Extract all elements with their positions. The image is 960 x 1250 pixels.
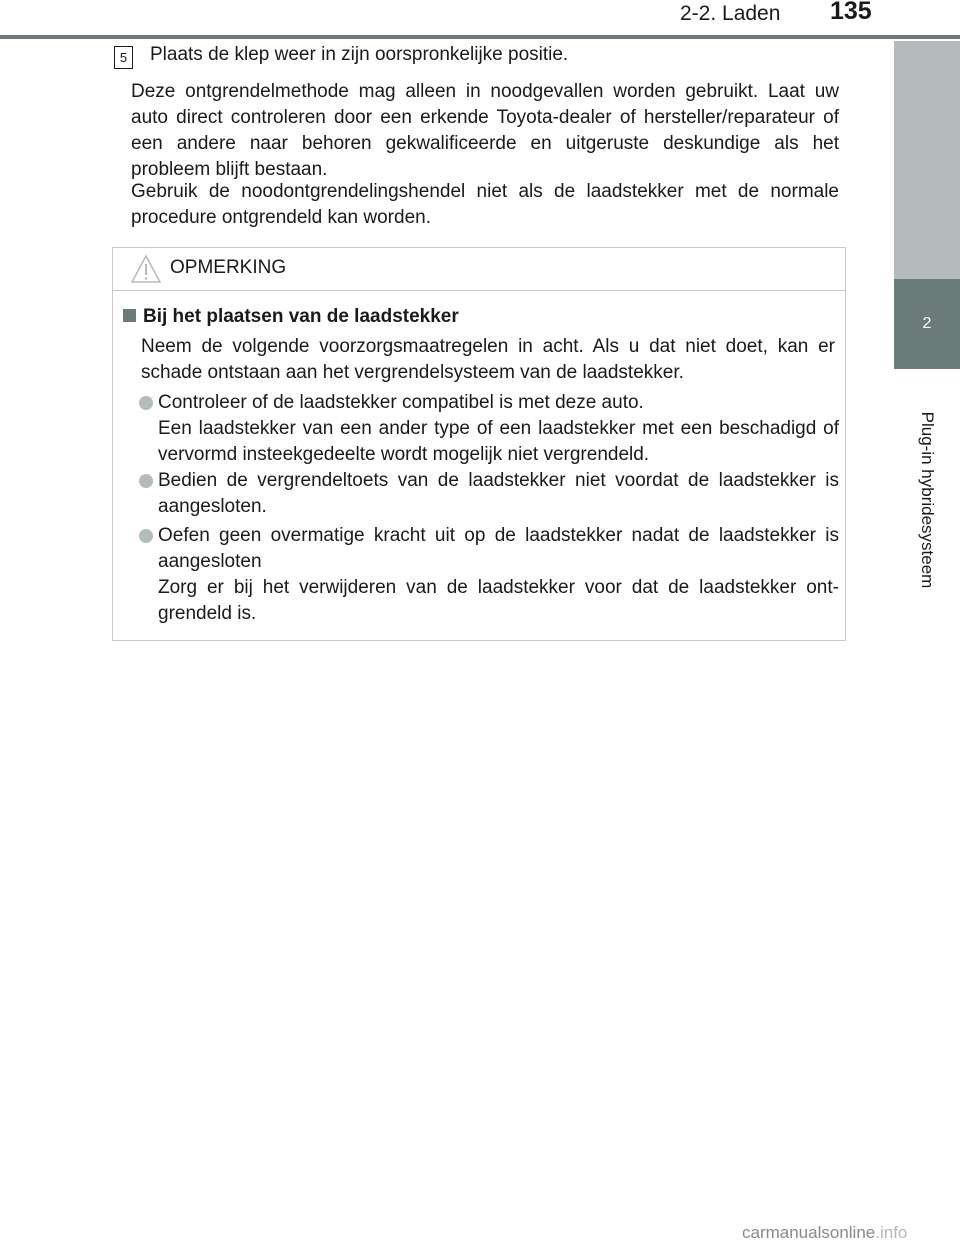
paragraph-normal-procedure: Gebruik de noodontgrendelingshendel niet als de laadstekker met de normale procedure ontgrendeld kan worden. [131, 181, 839, 228]
header-rule [0, 35, 960, 39]
circle-bullet-icon [139, 396, 153, 410]
list-item [139, 523, 839, 627]
watermark [742, 1223, 907, 1243]
list-item-line: Bedien de vergrendeltoets van de laadstekker niet voordat de laadstekker is aangesloten. [158, 470, 839, 517]
list-item [139, 390, 839, 468]
watermark-prefix: carmanualsonline [742, 1223, 876, 1242]
list-item [139, 468, 839, 520]
chapter-number-tab: 2 [894, 279, 960, 369]
notice-subheading-text: Bij het plaatsen van de laadstekker [143, 306, 459, 327]
warning-triangle-icon [130, 254, 162, 284]
chapter-title-vertical: Plug-in hybridesysteem [918, 411, 937, 589]
paragraph-emergency-use: Deze ontgrendelmethode mag alleen in noodgevallen worden gebruikt. Laat uw auto direct controleren door een erkende Toyota-dealer of hersteller/reparateur of een andere naar behoren gekwalificeerde en uitgeruste deskundige als het probleem blijft bestaan. [131, 81, 839, 180]
notice-title: OPMERKING [170, 257, 287, 278]
running-header-section: 2-2. Laden [680, 2, 781, 25]
square-bullet-icon [123, 309, 136, 322]
step-number-box: 5 [114, 46, 133, 69]
list-item-line: Zorg er bij het verwijderen van de laadstekker voor dat de laadstekker ontgrendeld is. [158, 577, 839, 624]
notice-subheading [123, 306, 459, 328]
side-tab-upper [894, 41, 960, 279]
page-number: 135 [830, 0, 872, 25]
list-item-line: Controleer of de laadstekker compatibel is met deze auto. [158, 392, 644, 413]
circle-bullet-icon [139, 474, 153, 488]
circle-bullet-icon [139, 529, 153, 543]
notice-box [112, 247, 846, 641]
notice-header [113, 248, 845, 291]
list-item-line: Oefen geen overmatige kracht uit op de laadstekker nadat de laadstekker is aangesloten [158, 525, 839, 572]
list-item-line: Een laadstekker van een ander type of een laadstekker met een beschadigd of vervormd insteekgedeelte wordt mogelijk niet vergrendeld. [158, 418, 839, 465]
watermark-suffix: .info [875, 1223, 908, 1242]
notice-intro: Neem de volgende voorzorgsmaatregelen in acht. Als u dat niet doet, kan er schade ontstaan aan het vergrendelsysteem van de laadstekker. [141, 336, 835, 383]
step-text: Plaats de klep weer in zijn oorspronkelijke positie. [150, 44, 569, 65]
